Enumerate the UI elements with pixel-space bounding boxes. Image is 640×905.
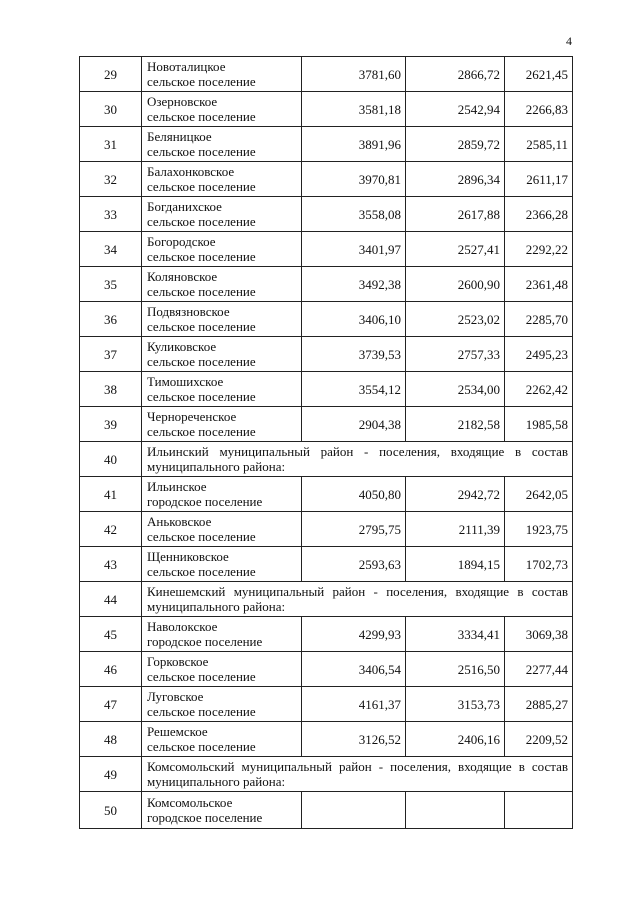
settlement-title: Подвязновское xyxy=(147,304,230,319)
settlement-type: сельское поселение xyxy=(147,564,256,579)
value-cell: 2262,42 xyxy=(505,372,573,407)
value-cell: 1985,58 xyxy=(505,407,573,442)
row-number: 44 xyxy=(80,582,142,617)
settlement-type: городское поселение xyxy=(147,494,263,509)
tariff-table xyxy=(79,56,573,829)
value-cell: 2527,41 xyxy=(406,232,505,267)
value-cell: 2642,05 xyxy=(505,477,573,512)
settlement-name xyxy=(142,617,302,652)
table-row xyxy=(80,92,573,127)
settlement-title: Куликовское xyxy=(147,339,217,354)
table-row xyxy=(80,512,573,547)
row-number: 46 xyxy=(80,652,142,687)
value-cell: 2111,39 xyxy=(406,512,505,547)
settlement-name xyxy=(142,232,302,267)
row-number: 32 xyxy=(80,162,142,197)
settlement-name xyxy=(142,652,302,687)
district-heading: Ильинский муниципальный район - поселения, входящие в состав муниципального района: xyxy=(142,442,573,477)
settlement-title: Богородское xyxy=(147,234,216,249)
value-cell: 2885,27 xyxy=(505,687,573,722)
settlement-type: сельское поселение xyxy=(147,704,256,719)
table-row xyxy=(80,652,573,687)
settlement-type: сельское поселение xyxy=(147,389,256,404)
settlement-name xyxy=(142,267,302,302)
settlement-type: городское поселение xyxy=(147,634,263,649)
settlement-name xyxy=(142,57,302,92)
value-cell: 4161,37 xyxy=(302,687,406,722)
value-cell: 4299,93 xyxy=(302,617,406,652)
settlement-title: Тимошихское xyxy=(147,374,224,389)
table-row xyxy=(80,547,573,582)
value-cell: 2593,63 xyxy=(302,547,406,582)
row-number: 45 xyxy=(80,617,142,652)
settlement-name xyxy=(142,372,302,407)
value-cell: 2542,94 xyxy=(406,92,505,127)
value-cell: 3581,18 xyxy=(302,92,406,127)
table-body xyxy=(80,57,573,829)
settlement-type: сельское поселение xyxy=(147,284,256,299)
row-number: 30 xyxy=(80,92,142,127)
value-cell: 3558,08 xyxy=(302,197,406,232)
value-cell: 2266,83 xyxy=(505,92,573,127)
value-cell: 4050,80 xyxy=(302,477,406,512)
row-number: 35 xyxy=(80,267,142,302)
settlement-name xyxy=(142,162,302,197)
settlement-title: Щенниковское xyxy=(147,549,229,564)
row-number: 50 xyxy=(80,792,142,829)
value-cell: 2523,02 xyxy=(406,302,505,337)
settlement-name xyxy=(142,302,302,337)
settlement-name xyxy=(142,197,302,232)
row-number: 34 xyxy=(80,232,142,267)
settlement-title: Комсомольское xyxy=(147,795,233,810)
district-row xyxy=(80,582,573,617)
settlement-type: сельское поселение xyxy=(147,249,256,264)
settlement-type: сельское поселение xyxy=(147,319,256,334)
settlement-name xyxy=(142,407,302,442)
value-cell: 2621,45 xyxy=(505,57,573,92)
table-row xyxy=(80,127,573,162)
settlement-name xyxy=(142,792,302,829)
settlement-type: сельское поселение xyxy=(147,144,256,159)
settlement-type: сельское поселение xyxy=(147,739,256,754)
row-number: 33 xyxy=(80,197,142,232)
settlement-title: Новоталицкое xyxy=(147,59,226,74)
value-cell: 2361,48 xyxy=(505,267,573,302)
value-cell: 2611,17 xyxy=(505,162,573,197)
value-cell: 3739,53 xyxy=(302,337,406,372)
district-row xyxy=(80,757,573,792)
row-number: 48 xyxy=(80,722,142,757)
value-cell: 2795,75 xyxy=(302,512,406,547)
value-cell: 1923,75 xyxy=(505,512,573,547)
value-cell: 2859,72 xyxy=(406,127,505,162)
settlement-title: Ильинское xyxy=(147,479,207,494)
settlement-type: сельское поселение xyxy=(147,424,256,439)
value-cell: 2495,23 xyxy=(505,337,573,372)
row-number: 36 xyxy=(80,302,142,337)
settlement-type: сельское поселение xyxy=(147,669,256,684)
value-cell: 2182,58 xyxy=(406,407,505,442)
row-number: 40 xyxy=(80,442,142,477)
value-cell: 3970,81 xyxy=(302,162,406,197)
settlement-type: сельское поселение xyxy=(147,74,256,89)
settlement-name xyxy=(142,127,302,162)
value-cell: 1894,15 xyxy=(406,547,505,582)
table-row xyxy=(80,197,573,232)
value-cell: 3891,96 xyxy=(302,127,406,162)
value-cell: 2277,44 xyxy=(505,652,573,687)
settlement-name xyxy=(142,337,302,372)
value-cell: 3406,54 xyxy=(302,652,406,687)
value-cell: 2406,16 xyxy=(406,722,505,757)
table-row xyxy=(80,792,573,829)
settlement-name xyxy=(142,477,302,512)
value-cell: 2209,52 xyxy=(505,722,573,757)
row-number: 42 xyxy=(80,512,142,547)
settlement-name xyxy=(142,92,302,127)
settlement-type: сельское поселение xyxy=(147,354,256,369)
value-cell: 1702,73 xyxy=(505,547,573,582)
value-cell xyxy=(505,792,573,829)
value-cell xyxy=(406,792,505,829)
table-row xyxy=(80,617,573,652)
settlement-title: Балахонковское xyxy=(147,164,235,179)
value-cell: 2942,72 xyxy=(406,477,505,512)
settlement-title: Горковское xyxy=(147,654,209,669)
settlement-name xyxy=(142,547,302,582)
value-cell: 3153,73 xyxy=(406,687,505,722)
district-row xyxy=(80,442,573,477)
settlement-title: Коляновское xyxy=(147,269,218,284)
district-heading: Кинешемский муниципальный район - поселения, входящие в состав муниципального района: xyxy=(142,582,573,617)
row-number: 37 xyxy=(80,337,142,372)
value-cell: 3069,38 xyxy=(505,617,573,652)
table-row xyxy=(80,57,573,92)
value-cell: 2757,33 xyxy=(406,337,505,372)
settlement-name xyxy=(142,512,302,547)
settlement-type: городское поселение xyxy=(147,810,263,825)
value-cell: 2896,34 xyxy=(406,162,505,197)
value-cell: 2292,22 xyxy=(505,232,573,267)
settlement-type: сельское поселение xyxy=(147,529,256,544)
table-row xyxy=(80,267,573,302)
settlement-title: Решемское xyxy=(147,724,208,739)
value-cell: 2534,00 xyxy=(406,372,505,407)
settlement-name xyxy=(142,687,302,722)
table-row xyxy=(80,302,573,337)
value-cell: 3406,10 xyxy=(302,302,406,337)
settlement-title: Беляницкое xyxy=(147,129,212,144)
value-cell: 2617,88 xyxy=(406,197,505,232)
row-number: 43 xyxy=(80,547,142,582)
settlement-title: Аньковское xyxy=(147,514,212,529)
value-cell: 2585,11 xyxy=(505,127,573,162)
settlement-title: Луговское xyxy=(147,689,204,704)
value-cell: 2904,38 xyxy=(302,407,406,442)
value-cell: 3126,52 xyxy=(302,722,406,757)
settlement-type: сельское поселение xyxy=(147,179,256,194)
row-number: 49 xyxy=(80,757,142,792)
value-cell: 3781,60 xyxy=(302,57,406,92)
table-row xyxy=(80,337,573,372)
table-row xyxy=(80,722,573,757)
settlement-name xyxy=(142,722,302,757)
table-row xyxy=(80,407,573,442)
settlement-title: Наволокское xyxy=(147,619,218,634)
row-number: 39 xyxy=(80,407,142,442)
page-number: 4 xyxy=(566,34,572,48)
value-cell xyxy=(302,792,406,829)
table-row xyxy=(80,162,573,197)
table-row xyxy=(80,232,573,267)
settlement-title: Богданихское xyxy=(147,199,222,214)
table-row xyxy=(80,372,573,407)
value-cell: 2285,70 xyxy=(505,302,573,337)
row-number: 31 xyxy=(80,127,142,162)
table-row xyxy=(80,687,573,722)
value-cell: 2366,28 xyxy=(505,197,573,232)
settlement-title: Чернореченское xyxy=(147,409,237,424)
value-cell: 3492,38 xyxy=(302,267,406,302)
settlement-type: сельское поселение xyxy=(147,109,256,124)
settlement-type: сельское поселение xyxy=(147,214,256,229)
value-cell: 2866,72 xyxy=(406,57,505,92)
table-row xyxy=(80,477,573,512)
row-number: 38 xyxy=(80,372,142,407)
district-heading: Комсомольский муниципальный район - поселения, входящие в состав муниципального района: xyxy=(142,757,573,792)
row-number: 29 xyxy=(80,57,142,92)
value-cell: 3401,97 xyxy=(302,232,406,267)
value-cell: 3554,12 xyxy=(302,372,406,407)
settlement-title: Озерновское xyxy=(147,94,218,109)
value-cell: 3334,41 xyxy=(406,617,505,652)
row-number: 41 xyxy=(80,477,142,512)
value-cell: 2600,90 xyxy=(406,267,505,302)
row-number: 47 xyxy=(80,687,142,722)
value-cell: 2516,50 xyxy=(406,652,505,687)
